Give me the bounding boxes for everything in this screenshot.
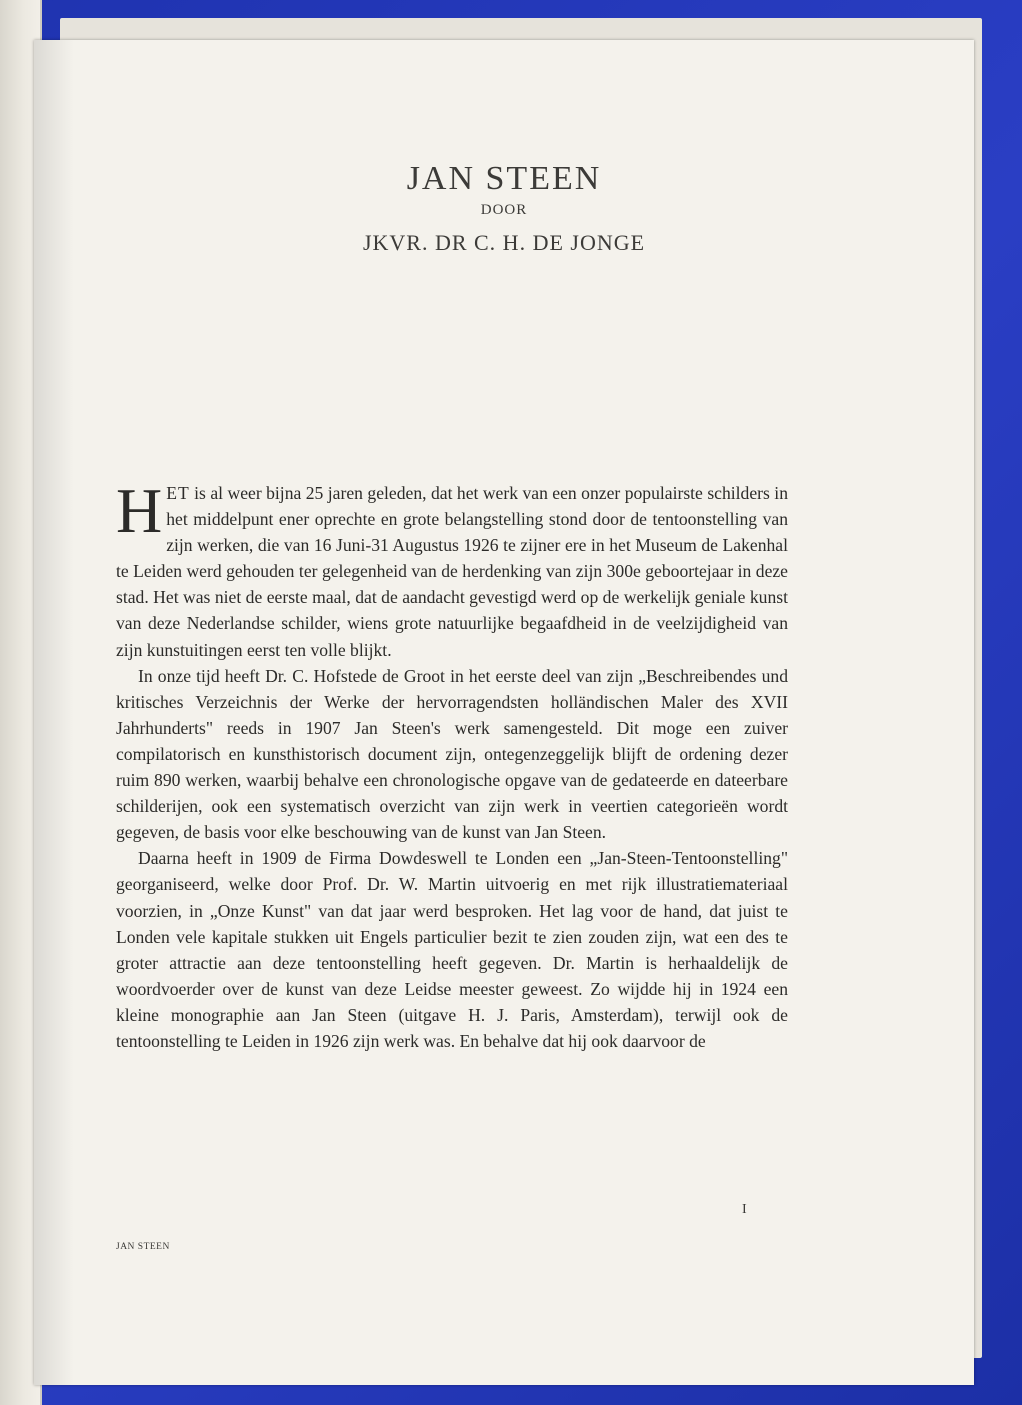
paragraph-1-text: is al weer bijna 25 jaren geleden, dat het werk van een onzer populairste schilders in het middelpunt ener oprechte en grote belangstelling stond door de tentoonstelling van zijn werken, die van 16 Juni-31 Augustus 1926 te zijner ere in het Museum de Lakenhal te Leiden werd gehouden ter gelegenheid van de herdenking van zijn 300e geboortejaar in deze stad. Het was niet de eerste maal, dat de aandacht gevestigd werd op de werkelijk geniale kunst van deze Nederlandse schilder, wiens grote natuurlijke begaafdheid in de veelzijdigheid van zijn kunstuitingen eerst ten volle blijkt.	[116, 483, 788, 660]
page-number: I	[742, 1202, 747, 1217]
article-author: JKVR. DR C. H. DE JONGE	[362, 230, 646, 255]
article-title: JAN STEEN	[406, 160, 602, 197]
article-body	[116, 475, 788, 1054]
paragraph-1	[116, 475, 788, 663]
paragraph-3: Daarna heeft in 1909 de Firma Dowdeswell te Londen een „Jan-Steen-Tentoonstelling" georganiseerd, welke door Prof. Dr. W. Martin uitvoerig en met rijk illustratiemateriaal voorzien, in „Onze Kunst" van dat jaar werd besproken. Het lag voor de hand, dat juist te Londen vele kapitale stukken uit Engels particulier bezit te zien zouden zijn, wat een des te groter attractie aan deze tentoonstelling heeft gegeven. Dr. Martin is herhaaldelijk de woordvoerder over de kunst van deze Leidse meester geweest. Zo wijdde hij in 1924 een kleine monographie aan Jan Steen (uitgave H. J. Paris, Amsterdam), terwijl ook de tentoonstelling te Leiden in 1926 zijn werk was. En behalve dat hij ook daarvoor de	[116, 848, 788, 1051]
article-byline: DOOR	[480, 202, 528, 218]
paragraph-2: In onze tijd heeft Dr. C. Hofstede de Groot in het eerste deel van zijn „Beschreibendes und kritisches Verzeichnis der Werke der hervorragendsten holländischen Maler des XVII Jahrhunderts" reeds in 1907 Jan Steen's werk samengesteld. Dit moge een zuiver compilatorisch en kunsthistorisch document zijn, ontegenzeggelijk blijft de ordening dezer ruim 890 werken, waarbij behalve een chronologische opgave van de gedateerde en dateerbare schilderijen, ook een systematisch overzicht van zijn werk in veertien categorieën wordt gegeven, de basis voor elke beschouwing van de kunst van Jan Steen.	[116, 665, 788, 843]
drop-cap: H	[116, 475, 163, 546]
first-word-rest: ET	[166, 483, 190, 503]
book-page	[34, 40, 974, 1385]
running-footer: JAN STEEN	[116, 1242, 170, 1252]
